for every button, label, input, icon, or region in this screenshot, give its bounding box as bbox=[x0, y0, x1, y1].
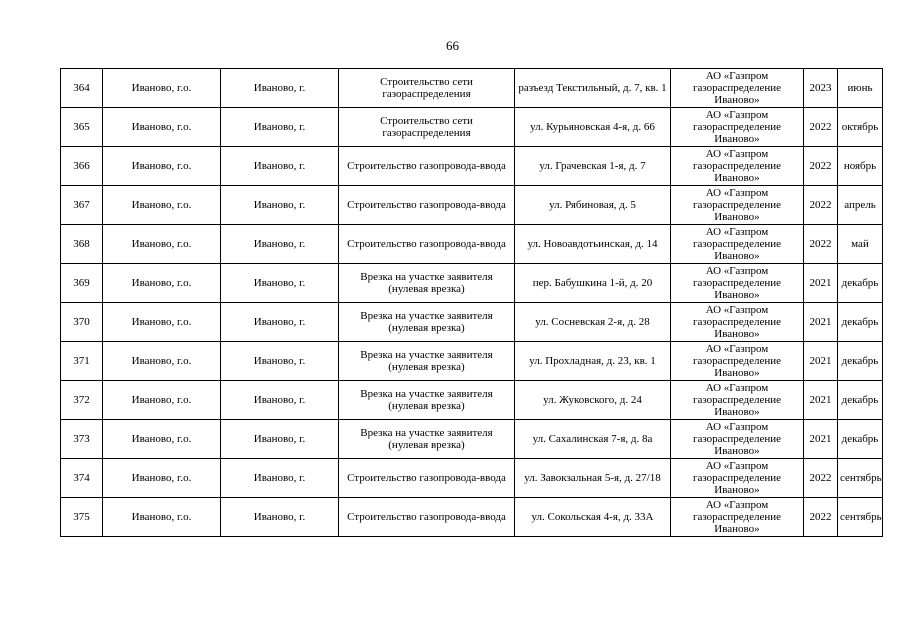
district-cell: Иваново, г.о. bbox=[103, 264, 221, 303]
organization-cell: АО «Газпром газораспределение Иваново» bbox=[671, 186, 804, 225]
year-cell: 2022 bbox=[804, 225, 838, 264]
settlement-cell: Иваново, г. bbox=[221, 342, 339, 381]
district-cell: Иваново, г.о. bbox=[103, 303, 221, 342]
organization-cell: АО «Газпром газораспределение Иваново» bbox=[671, 381, 804, 420]
row-number: 367 bbox=[61, 186, 103, 225]
month-cell: декабрь bbox=[838, 381, 883, 420]
settlement-cell: Иваново, г. bbox=[221, 264, 339, 303]
district-cell: Иваново, г.о. bbox=[103, 459, 221, 498]
work-type-cell: Врезка на участке заявителя (нулевая врезка) bbox=[339, 420, 515, 459]
settlement-cell: Иваново, г. bbox=[221, 147, 339, 186]
work-type-cell: Строительство газопровода-ввода bbox=[339, 498, 515, 537]
row-number: 373 bbox=[61, 420, 103, 459]
page-number: 66 bbox=[446, 38, 459, 53]
address-cell: разъезд Текстильный, д. 7, кв. 1 bbox=[515, 69, 671, 108]
row-number: 368 bbox=[61, 225, 103, 264]
settlement-cell: Иваново, г. bbox=[221, 303, 339, 342]
row-number: 364 bbox=[61, 69, 103, 108]
table-row bbox=[61, 264, 883, 303]
district-cell: Иваново, г.о. bbox=[103, 186, 221, 225]
organization-cell: АО «Газпром газораспределение Иваново» bbox=[671, 108, 804, 147]
month-cell: ноябрь bbox=[838, 147, 883, 186]
row-number: 365 bbox=[61, 108, 103, 147]
month-cell: декабрь bbox=[838, 303, 883, 342]
address-cell: ул. Прохладная, д. 23, кв. 1 bbox=[515, 342, 671, 381]
settlement-cell: Иваново, г. bbox=[221, 186, 339, 225]
address-cell: ул. Сокольская 4-я, д. 33А bbox=[515, 498, 671, 537]
month-cell: сентябрь bbox=[838, 459, 883, 498]
table-row bbox=[61, 69, 883, 108]
work-type-cell: Строительство сети газораспределения bbox=[339, 69, 515, 108]
settlement-cell: Иваново, г. bbox=[221, 420, 339, 459]
district-cell: Иваново, г.о. bbox=[103, 108, 221, 147]
year-cell: 2022 bbox=[804, 147, 838, 186]
organization-cell: АО «Газпром газораспределение Иваново» bbox=[671, 147, 804, 186]
settlement-cell: Иваново, г. bbox=[221, 498, 339, 537]
table-row bbox=[61, 186, 883, 225]
year-cell: 2021 bbox=[804, 303, 838, 342]
work-type-cell: Врезка на участке заявителя (нулевая врезка) bbox=[339, 264, 515, 303]
organization-cell: АО «Газпром газораспределение Иваново» bbox=[671, 264, 804, 303]
address-cell: ул. Новоавдотьинская, д. 14 bbox=[515, 225, 671, 264]
table-row bbox=[61, 303, 883, 342]
month-cell: декабрь bbox=[838, 420, 883, 459]
month-cell: сентябрь bbox=[838, 498, 883, 537]
month-cell: декабрь bbox=[838, 264, 883, 303]
district-cell: Иваново, г.о. bbox=[103, 147, 221, 186]
organization-cell: АО «Газпром газораспределение Иваново» bbox=[671, 498, 804, 537]
settlement-cell: Иваново, г. bbox=[221, 108, 339, 147]
year-cell: 2021 bbox=[804, 420, 838, 459]
year-cell: 2022 bbox=[804, 498, 838, 537]
row-number: 371 bbox=[61, 342, 103, 381]
month-cell: май bbox=[838, 225, 883, 264]
address-cell: пер. Бабушкина 1-й, д. 20 bbox=[515, 264, 671, 303]
address-cell: ул. Сахалинская 7-я, д. 8а bbox=[515, 420, 671, 459]
year-cell: 2021 bbox=[804, 381, 838, 420]
district-cell: Иваново, г.о. bbox=[103, 69, 221, 108]
district-cell: Иваново, г.о. bbox=[103, 225, 221, 264]
year-cell: 2023 bbox=[804, 69, 838, 108]
table-row bbox=[61, 225, 883, 264]
month-cell: декабрь bbox=[838, 342, 883, 381]
table-row bbox=[61, 459, 883, 498]
district-cell: Иваново, г.о. bbox=[103, 381, 221, 420]
settlement-cell: Иваново, г. bbox=[221, 381, 339, 420]
organization-cell: АО «Газпром газораспределение Иваново» bbox=[671, 342, 804, 381]
work-type-cell: Врезка на участке заявителя (нулевая врезка) bbox=[339, 303, 515, 342]
row-number: 370 bbox=[61, 303, 103, 342]
address-cell: ул. Сосневская 2-я, д. 28 bbox=[515, 303, 671, 342]
district-cell: Иваново, г.о. bbox=[103, 342, 221, 381]
district-cell: Иваново, г.о. bbox=[103, 420, 221, 459]
address-cell: ул. Грачевская 1-я, д. 7 bbox=[515, 147, 671, 186]
year-cell: 2021 bbox=[804, 264, 838, 303]
settlement-cell: Иваново, г. bbox=[221, 225, 339, 264]
work-type-cell: Строительство газопровода-ввода bbox=[339, 147, 515, 186]
table-row bbox=[61, 342, 883, 381]
work-type-cell: Врезка на участке заявителя (нулевая врезка) bbox=[339, 342, 515, 381]
gasification-table bbox=[60, 68, 883, 537]
row-number: 374 bbox=[61, 459, 103, 498]
work-type-cell: Врезка на участке заявителя (нулевая врезка) bbox=[339, 381, 515, 420]
row-number: 369 bbox=[61, 264, 103, 303]
work-type-cell: Строительство газопровода-ввода bbox=[339, 459, 515, 498]
organization-cell: АО «Газпром газораспределение Иваново» bbox=[671, 459, 804, 498]
month-cell: октябрь bbox=[838, 108, 883, 147]
year-cell: 2022 bbox=[804, 459, 838, 498]
month-cell: июнь bbox=[838, 69, 883, 108]
month-cell: апрель bbox=[838, 186, 883, 225]
address-cell: ул. Жуковского, д. 24 bbox=[515, 381, 671, 420]
work-type-cell: Строительство газопровода-ввода bbox=[339, 225, 515, 264]
row-number: 375 bbox=[61, 498, 103, 537]
organization-cell: АО «Газпром газораспределение Иваново» bbox=[671, 69, 804, 108]
table-row bbox=[61, 381, 883, 420]
row-number: 366 bbox=[61, 147, 103, 186]
settlement-cell: Иваново, г. bbox=[221, 459, 339, 498]
row-number: 372 bbox=[61, 381, 103, 420]
work-type-cell: Строительство сети газораспределения bbox=[339, 108, 515, 147]
year-cell: 2022 bbox=[804, 108, 838, 147]
organization-cell: АО «Газпром газораспределение Иваново» bbox=[671, 225, 804, 264]
work-type-cell: Строительство газопровода-ввода bbox=[339, 186, 515, 225]
address-cell: ул. Рябиновая, д. 5 bbox=[515, 186, 671, 225]
district-cell: Иваново, г.о. bbox=[103, 498, 221, 537]
settlement-cell: Иваново, г. bbox=[221, 69, 339, 108]
year-cell: 2022 bbox=[804, 186, 838, 225]
table-row bbox=[61, 147, 883, 186]
table-row bbox=[61, 108, 883, 147]
organization-cell: АО «Газпром газораспределение Иваново» bbox=[671, 303, 804, 342]
table-row bbox=[61, 498, 883, 537]
address-cell: ул. Завокзальная 5-я, д. 27/18 bbox=[515, 459, 671, 498]
year-cell: 2021 bbox=[804, 342, 838, 381]
table-row bbox=[61, 420, 883, 459]
organization-cell: АО «Газпром газораспределение Иваново» bbox=[671, 420, 804, 459]
address-cell: ул. Курьяновская 4-я, д. 66 bbox=[515, 108, 671, 147]
